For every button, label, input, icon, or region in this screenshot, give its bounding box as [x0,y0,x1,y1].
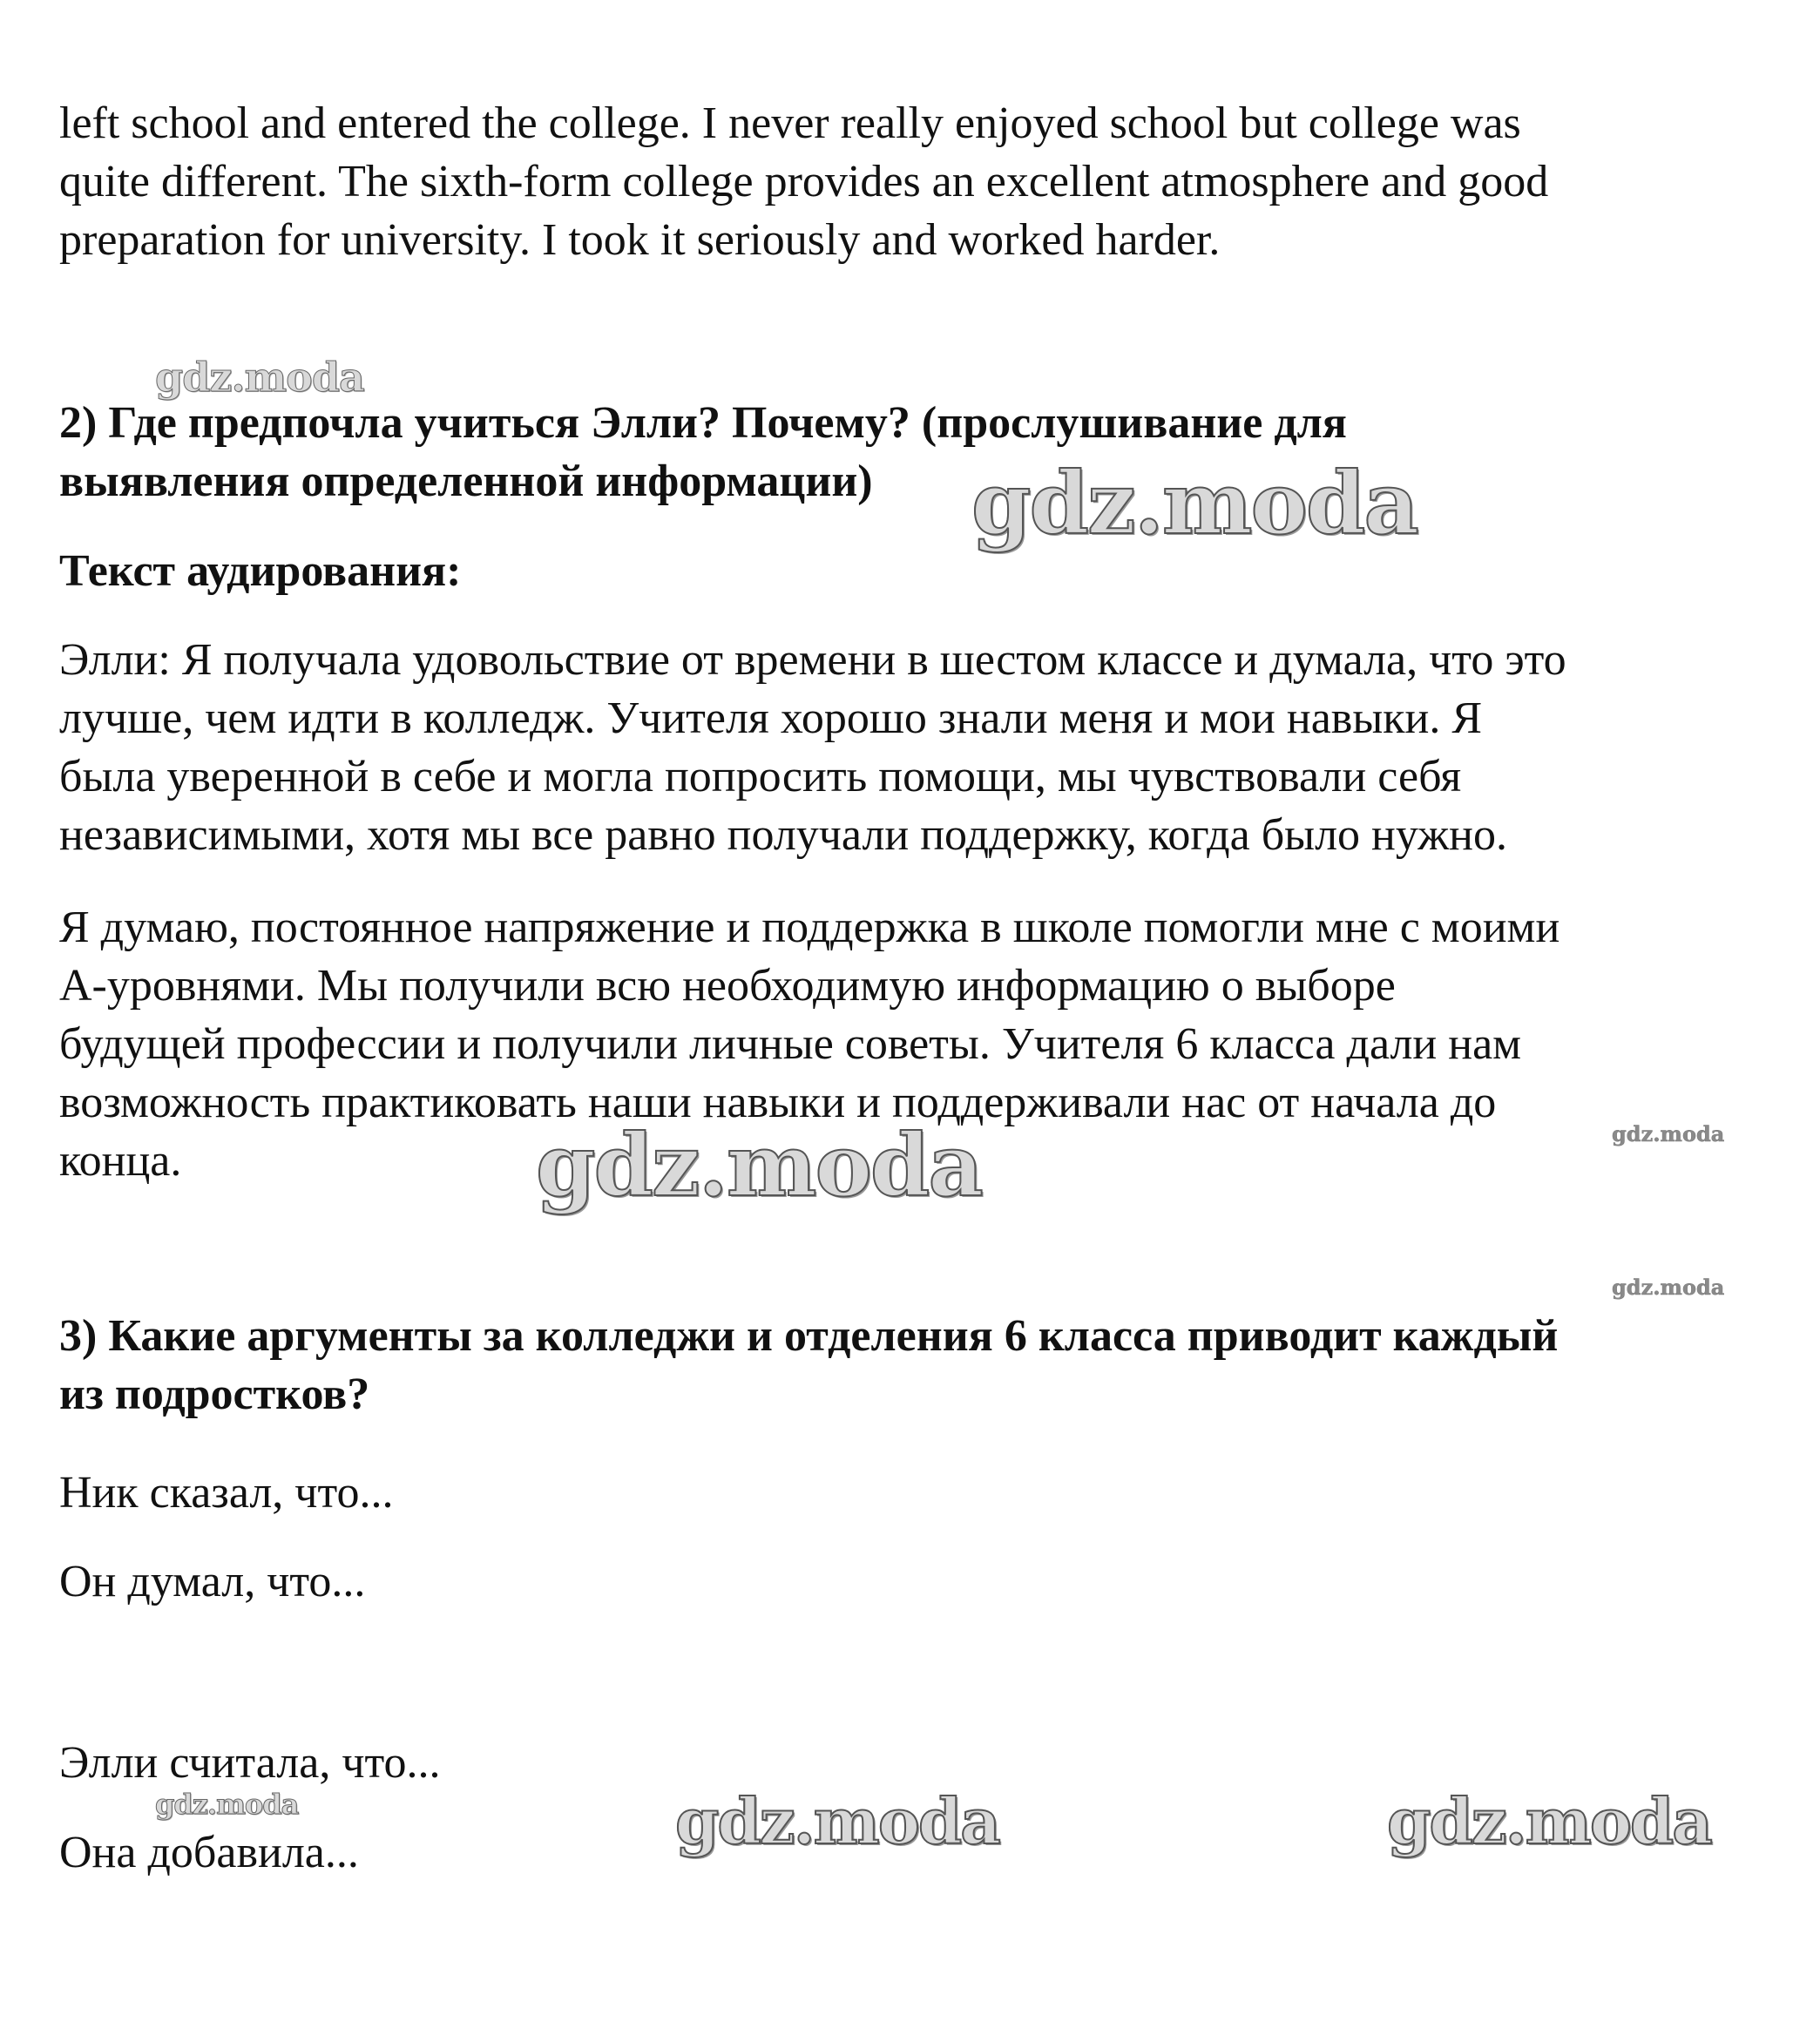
intro-paragraph [59,94,1767,269]
he-thought-prompt [59,1552,1767,1611]
prompt-text: Ник сказал, что... [59,1468,394,1518]
watermark: gdz.moda [1612,1275,1725,1300]
watermark: gdz.moda [971,454,1417,554]
subheading-text: Текст аудирования: [59,546,462,596]
heading-line: выявления определенной информации) [59,456,873,506]
text-line: была уверенной в себе и могла попросить помощи, мы чувствовали себя [59,752,1462,801]
prompt-text: Она добавила... [59,1828,359,1877]
heading-line: 2) Где предпочла учиться Элли? Почему? (прослушивание для [59,398,1347,448]
text-line: left school and entered the college. I never really enjoyed school but college was [59,98,1521,148]
task2-heading [59,394,1767,511]
task3-heading [59,1307,1767,1424]
text-line: А-уровнями. Мы получили всю необходимую информацию о выборе [59,961,1396,1011]
watermark: gdz.moda [1612,1121,1725,1146]
text-line: возможность практиковать наши навыки и поддерживали нас от начала до [59,1078,1497,1127]
ellie-thought-prompt [59,1734,1767,1792]
prompt-text: Элли считала, что... [59,1738,441,1788]
watermark: gdz.moda [155,354,364,401]
watermark: gdz.moda [675,1784,999,1858]
prompt-text: Он думал, что... [59,1557,366,1606]
watermark: gdz.moda [1387,1784,1711,1858]
heading-line: 3) Какие аргументы за колледжи и отделения 6 класса приводит каждый [59,1311,1559,1361]
nick-said-prompt [59,1464,1767,1522]
watermark: gdz.moda [155,1788,299,1821]
watermark: gdz.moda [536,1116,982,1216]
text-line: лучше, чем идти в колледж. Учителя хорошо знали меня и мои навыки. Я [59,693,1483,743]
heading-line: из подростков? [59,1369,370,1419]
text-line: Элли: Я получала удовольствие от времени в шестом классе и думала, что это [59,635,1566,685]
text-line: preparation for university. I took it seriously and worked harder. [59,215,1221,265]
text-line: будущей профессии и получили личные советы. Учителя 6 класса дали нам [59,1019,1522,1069]
text-line: независимыми, хотя мы все равно получали поддержку, когда было нужно. [59,810,1507,860]
listening-text-label [59,542,1767,600]
ellie-paragraph-1 [59,631,1767,864]
text-line: конца. [59,1136,182,1186]
text-line: Я думаю, постоянное напряжение и поддержка в школе помогли мне с моими [59,903,1560,952]
text-line: quite different. The sixth-form college provides an excellent atmosphere and good [59,157,1549,206]
